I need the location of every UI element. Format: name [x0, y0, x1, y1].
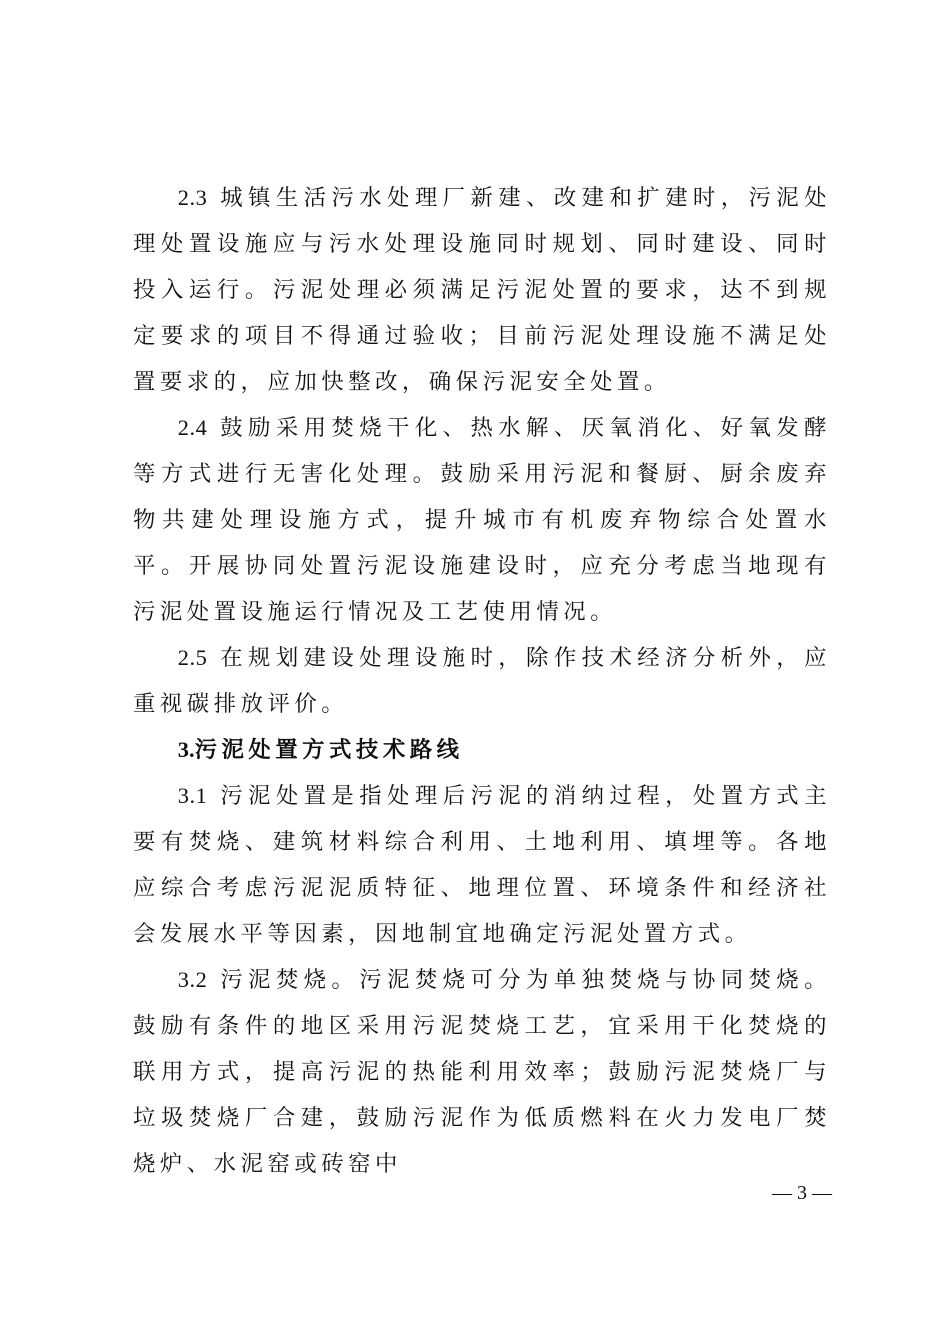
- clause-number: 3.2: [177, 967, 208, 992]
- paragraph-2-4: [133, 405, 831, 635]
- section-heading-3: [133, 727, 831, 773]
- paragraph-text: 城镇生活污水处理厂新建、改建和扩建时，污泥处理处置设施应与污水处理设施同时规划、同时建设、同时投入运行。污泥处理必须满足污泥处置的要求，达不到规定要求的项目不得通过验收；目前污泥处理设施不满足处置要求的，应加快整改，确保污泥安全处置。: [133, 185, 831, 395]
- clause-number: 3.1: [177, 783, 208, 808]
- clause-number: 2.3: [177, 185, 208, 210]
- paragraph-2-3: [133, 175, 831, 405]
- paragraph-text: 鼓励采用焚烧干化、热水解、厌氧消化、好氧发酵等方式进行无害化处理。鼓励采用污泥和餐厨、厨余废弃物共建处理设施方式，提升城市有机废弃物综合处置水平。开展协同处置污泥设施建设时，应充分考虑当地现有污泥处置设施运行情况及工艺使用情况。: [133, 415, 831, 625]
- paragraph-text: 在规划建设处理设施时，除作技术经济分析外，应重视碳排放评价。: [133, 645, 831, 717]
- paragraph-2-5: [133, 635, 831, 727]
- clause-number: 2.4: [177, 415, 208, 440]
- paragraph-3-2: [133, 957, 831, 1187]
- clause-number: 2.5: [177, 645, 208, 670]
- paragraph-text: 污泥焚烧。污泥焚烧可分为单独焚烧与协同焚烧。鼓励有条件的地区采用污泥焚烧工艺，宜采用干化焚烧的联用方式，提高污泥的热能利用效率；鼓励污泥焚烧厂与垃圾焚烧厂合建，鼓励污泥作为低质燃料在火力发电厂焚烧炉、水泥窑或砖窑中: [133, 967, 831, 1177]
- paragraph-3-1: [133, 773, 831, 957]
- section-number: 3.: [177, 737, 195, 762]
- section-title: 污泥处置方式技术路线: [194, 737, 464, 763]
- page-number: — 3 —: [772, 1182, 832, 1204]
- paragraph-text: 污泥处置是指处理后污泥的消纳过程，处置方式主要有焚烧、建筑材料综合利用、土地利用、填埋等。各地应综合考虑污泥泥质特征、地理位置、环境条件和经济社会发展水平等因素，因地制宜地确定污泥处置方式。: [133, 783, 831, 947]
- document-body: [133, 175, 831, 1187]
